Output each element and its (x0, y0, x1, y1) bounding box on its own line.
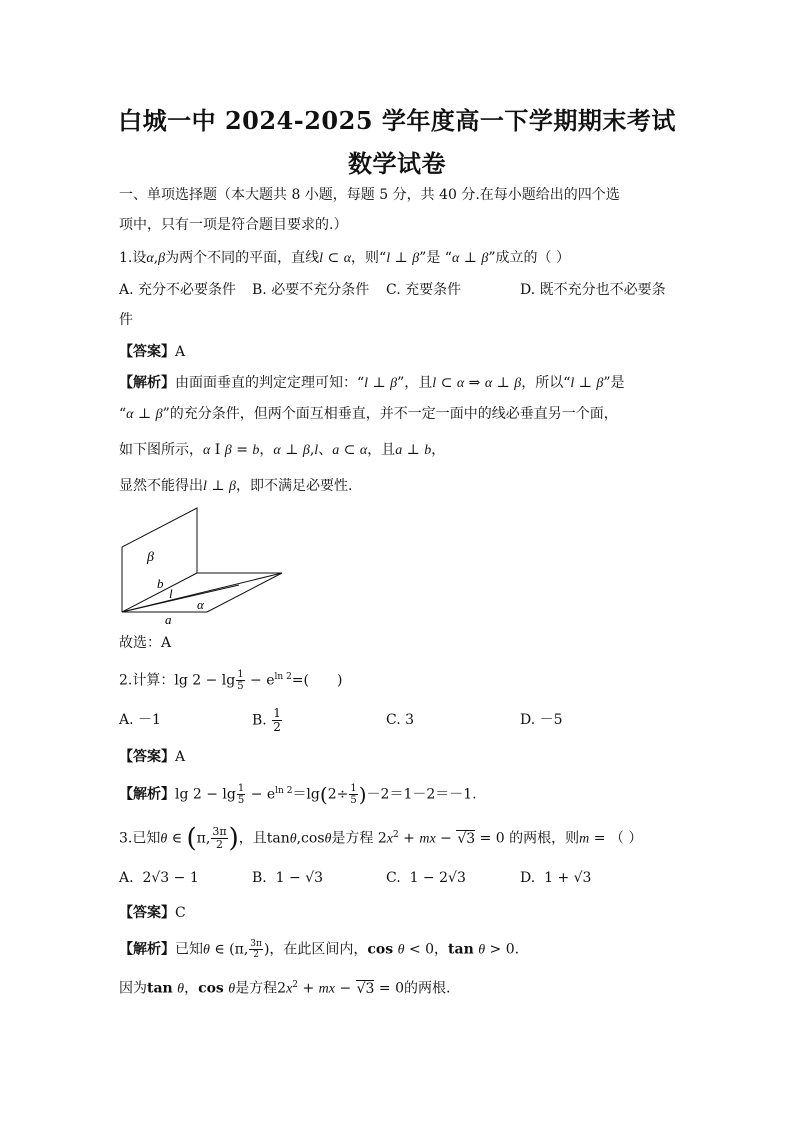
section-heading-cont: 项中，只有一项是符合题目要求的.） (119, 217, 348, 233)
label-l: l (169, 586, 173, 601)
q3-option-d: D. 1 + √3 (520, 870, 592, 886)
label-a: a (165, 612, 172, 625)
q1-stem: 1.设α,β为两个不同的平面，直线l ⊂ α，则“l ⊥ β”是 “α ⊥ β”成立的（ ） (119, 250, 570, 266)
q1-analysis-line3: 如下图所示，α I β = b，α ⊥ β,l、a ⊂ α，且a ⊥ b， (119, 442, 446, 458)
plane-alpha-right-edge (207, 573, 282, 612)
page-subtitle: 数学试卷 (348, 149, 446, 178)
q3-option-c: C. 1 − 2√3 (386, 870, 466, 886)
q3-option-b: B. 1 − √3 (252, 870, 324, 886)
q2-analysis: 【解析】lg 2 − lg $\frac{1}{5}$ − $e^{ln 2}=\lg(2\div$ $\frac{1}{5}$ )－2＝1－2＝－1. (119, 782, 477, 807)
q1-option-b: B. 必要不充分条件 (252, 282, 370, 298)
q2-option-a: A. －1 (119, 712, 161, 728)
plane-beta-edge (122, 508, 197, 573)
q2-stem: 2.计算：lg 2 − lg $\frac{1}{5}$ − $e^{ln 2}=$( ) (119, 669, 343, 693)
label-alpha: α (197, 597, 204, 612)
q2-option-d: D. －5 (520, 712, 563, 728)
planes-figure (119, 505, 289, 625)
q1-analysis-line4: 显然不能得出l ⊥ β，即不满足必要性. (119, 478, 353, 494)
q1-analysis-line2: “α ⊥ β”的充分条件，但两个面互相垂直，并不一定一面中的线必垂直另一个面， (119, 406, 618, 422)
label-beta: β (147, 550, 154, 565)
q1-option-a: A. 充分不必要条件 (119, 282, 237, 298)
q3-stem: 3.已知θ ∈ (π, $\frac{3\pi}{2}$ )，且tanθ,cosθ是方程 $2x^2$ + mx − √3 = 0 的两根，则m = （ ） (119, 823, 643, 854)
q2-option-c: C. 3 (386, 712, 415, 728)
q2-answer: 【答案】A (119, 749, 186, 765)
q2-option-b: B. $\frac{1}{2}$ (252, 706, 281, 734)
q3-analysis-line2: 因为tan θ，cos θ是方程$2x^2$ + mx − √3 = 0的两根. (119, 980, 451, 997)
page-title: 白城一中 2024-2025 学年度高一下学期期末考试 (118, 106, 676, 135)
label-b: b (157, 576, 164, 591)
q1-conclusion: 故选：A (119, 635, 172, 651)
q3-option-a: A. 2√3 − 1 (119, 870, 199, 886)
section-heading: 一、单项选择题（本大题共 8 小题，每题 5 分，共 40 分.在每小题给出的四个选 (119, 187, 620, 203)
q3-answer: 【答案】C (119, 905, 186, 921)
q3-analysis-line1: 【解析】已知θ ∈ (π, $\frac{3\pi}{2}$ )，在此区间内，cos θ < 0，tan θ > 0. (119, 939, 520, 960)
q1-option-d-wrap: 件 (119, 312, 133, 328)
q1-analysis-line1: 【解析】由面面垂直的判定定理可知：“l ⊥ β”，且l ⊂ α ⇒ α ⊥ β，所以“l ⊥ β”是 (119, 375, 625, 391)
q1-option-d: D. 既不充分也不必要条 (520, 282, 666, 298)
q1-answer: 【答案】A (119, 344, 186, 360)
line-l (122, 585, 239, 612)
q1-option-c: C. 充要条件 (386, 282, 462, 298)
